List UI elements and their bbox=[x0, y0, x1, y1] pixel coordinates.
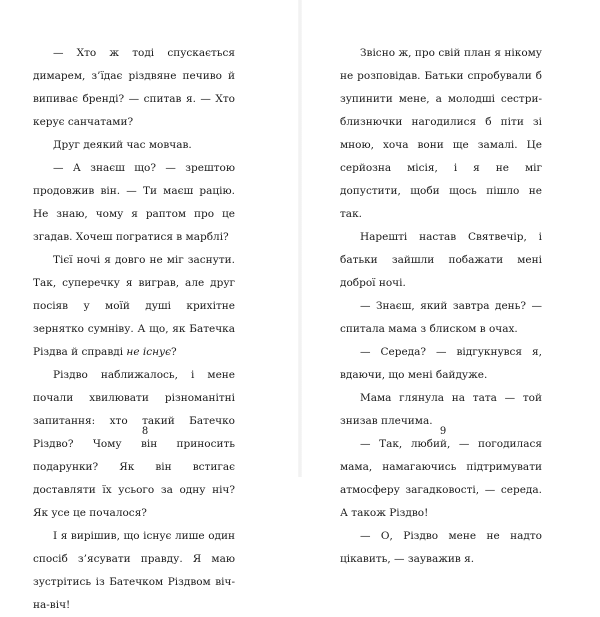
paragraph bbox=[33, 42, 235, 134]
paragraph bbox=[340, 341, 542, 387]
paragraph-text: Друг деякий час мовчав. bbox=[53, 139, 192, 151]
paragraph-text: Різдво наближалось, і мене почали хвилювати різноманітні запитання: хто такий Батечко Різдво? Чому він приносить подарунки? Як він встигає доставляти їх усього за одну ніч? Як усе це почалося? bbox=[33, 369, 235, 519]
book-gutter bbox=[298, 0, 302, 477]
paragraph-text: — Знаєш, який завтра день? — спитала мама з блиском в очах. bbox=[340, 300, 542, 335]
paragraph-text: — Хто ж тоді спускається димарем, з’їдає різдвяне печиво й випиває бренді? — спитав я. — Хто керує санчатами? bbox=[33, 47, 235, 128]
right-page-text bbox=[340, 42, 542, 571]
paragraph bbox=[340, 226, 542, 295]
paragraph bbox=[340, 433, 542, 525]
paragraph-text: Тієї ночі я довго не міг заснути. Так, суперечку я виграв, але друг посіяв у моїй душі крихітне зернятко сумніву. А що, як Батечка Різдва й справді bbox=[33, 254, 235, 358]
paragraph-text: І я вирішив, що існує лише один спосіб з’ясувати правду. Я маю зустрітись із Батечком Різдвом віч-на-віч! bbox=[33, 530, 235, 611]
left-page-number: 8 bbox=[141, 426, 149, 437]
emphasis-text: не існує bbox=[126, 346, 172, 358]
paragraph-text: ? bbox=[171, 346, 177, 358]
paragraph-text: Звісно ж, про свій план я нікому не розповідав. Батьки спробували б зупинити мене, а молодші сестри-близнючки нагодилися б піти зі мною, хоча вони ще замалі. Це серйозна місія, і я не міг допустити, щоби щось пішло не так. bbox=[340, 47, 542, 220]
paragraph-text: — Так, любий, — погодилася мама, намагаючись підтримувати атмосферу загадковості, — середа. А також Різдво! bbox=[340, 438, 542, 519]
paragraph bbox=[33, 525, 235, 617]
paragraph-text: — А знаєш що? — зрештою продовжив він. — Ти маєш рацію. Не знаю, чому я раптом про це згадав. Хочеш погратися в марблі? bbox=[33, 162, 235, 243]
paragraph-text: — Середа? — відгукнувся я, вдаючи, що мені байдуже. bbox=[340, 346, 542, 381]
paragraph bbox=[33, 364, 235, 525]
left-page bbox=[33, 42, 235, 617]
right-page-number: 9 bbox=[439, 426, 447, 437]
paragraph bbox=[33, 249, 235, 364]
left-page-text bbox=[33, 42, 235, 617]
paragraph bbox=[340, 295, 542, 341]
paragraph bbox=[340, 525, 542, 571]
paragraph-text: Нарешті настав Святвечір, і батьки зайшли побажати мені доброї ночі. bbox=[340, 231, 542, 289]
paragraph bbox=[33, 134, 235, 157]
paragraph bbox=[33, 157, 235, 249]
paragraph-text: Мама глянула на тата — той знизав плечима. bbox=[340, 392, 542, 427]
paragraph-text: — О, Різдво мене не надто цікавить, — зауважив я. bbox=[340, 530, 542, 565]
paragraph bbox=[340, 42, 542, 226]
right-page bbox=[340, 42, 542, 571]
